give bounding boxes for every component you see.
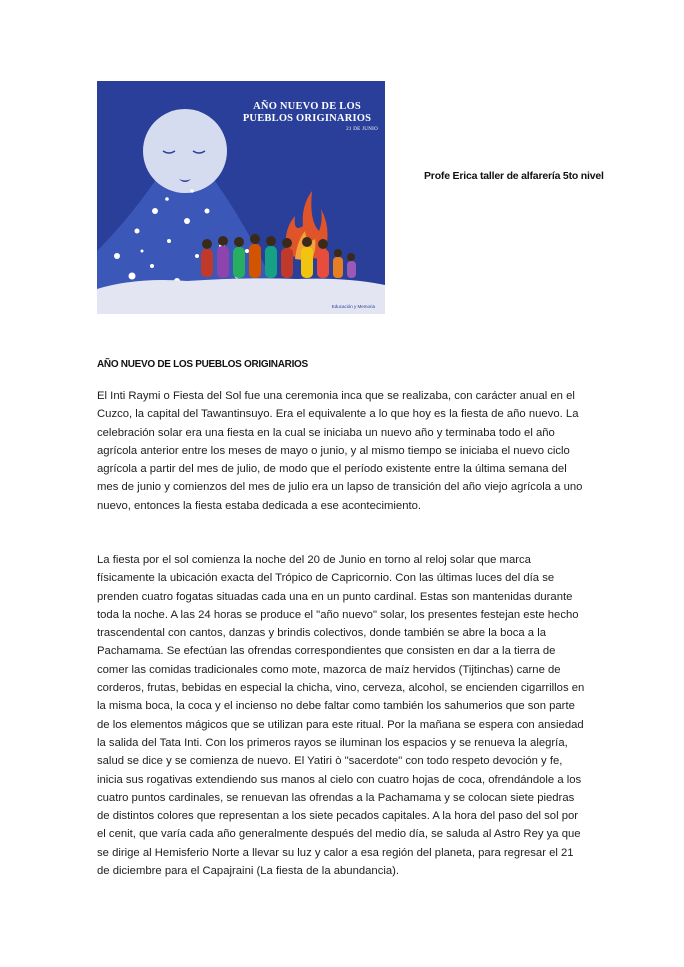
paragraph-1: El Inti Raymi o Fiesta del Sol fue una ceremonia inca que se realizaba, con carácter anual en el Cuzco, la capital del Tawantinsuyo. Era el equivalente a lo que hoy es la fiesta de año nuevo. La celebración solar era una fiesta en la cual se iniciaba un nuevo año y terminaba todo el año agrícola anterior entre los meses de mayo o junio, y al mismo tiempo se iniciaba el nuevo ciclo agrícola a partir del mes de julio, de modo que el período existente entre la última semana del mes de junio y comienzos del mes de julio era un lapso de transición del año viejo agrícola a uno nuevo, entonces la fiesta estaba dedicada a ese acontecimiento.: [97, 390, 583, 512]
poster-credit: Educación y Memoria: [331, 304, 375, 309]
paragraph-2: La fiesta por el sol comienza la noche del 20 de Junio en torno al reloj solar que marca físicamente la ubicación exacta del Trópico de Capricornio. Con las últimas luces del día se prenden cuatro fogatas situadas cada una en un punto cardinal. Estas son mantenidas durante toda la noche. A las 24 horas se produce el "año nuevo" solar, los presentes festejan este hecho trascendental con cantos, danzas y brindis colectivos, donde también se abre la boca a la Pachamama. Se efectúan las ofrendas correspondientes que consisten en dar a la tierra de comer las comidas tradicionales como mote, mazorca de maíz hervidos (Tijtinchas) carne de corderos, frutas, bebidas en especial la chicha, vino, cerveza, alcohol, se encienden cigarrillos en la misma boca, la coca y el incienso no debe faltar como también los sahumerios que son parte de los elementos mágicos que se utilizan para este ritual. Por la mañana se espera con ansiedad la salida del Tata Inti. Con los primeros rayos se iluminan los espacios y se renueva la alegría, salud se dice y se comienza de nuevo. El Yatiri ò "sacerdote" con todo respeto devoción y fe, inicia sus rogativas extendiendo sus manos al cielo con cuatro hojas de coca, ofrendándole a los cuatro puntos cardinales, se renuevan las ofrendas a la Pachamama y se colocan siete piedras de distintos colores que representan a los siete pecados capitales. A la hora del paso del sol por el cenit, que varía cada año generalmente después del medio día, se saluda al Astro Rey ya que se dirige al Hemisferio Norte a llevar su luz y calor a esa región del planeta, para regresar el 21 de diciembre para el Capajraini (La fiesta de la abundancia).: [97, 554, 585, 878]
teacher-note: Profe Erica taller de alfarería 5to nivel: [424, 170, 604, 182]
section-heading: AÑO NUEVO DE LOS PUEBLOS ORIGINARIOS: [97, 359, 308, 370]
poster-date: 21 DE JUNIO: [346, 127, 378, 132]
poster-image: [97, 81, 385, 314]
poster-title: AÑO NUEVO DE LOS PUEBLOS ORIGINARIOS: [242, 101, 372, 124]
